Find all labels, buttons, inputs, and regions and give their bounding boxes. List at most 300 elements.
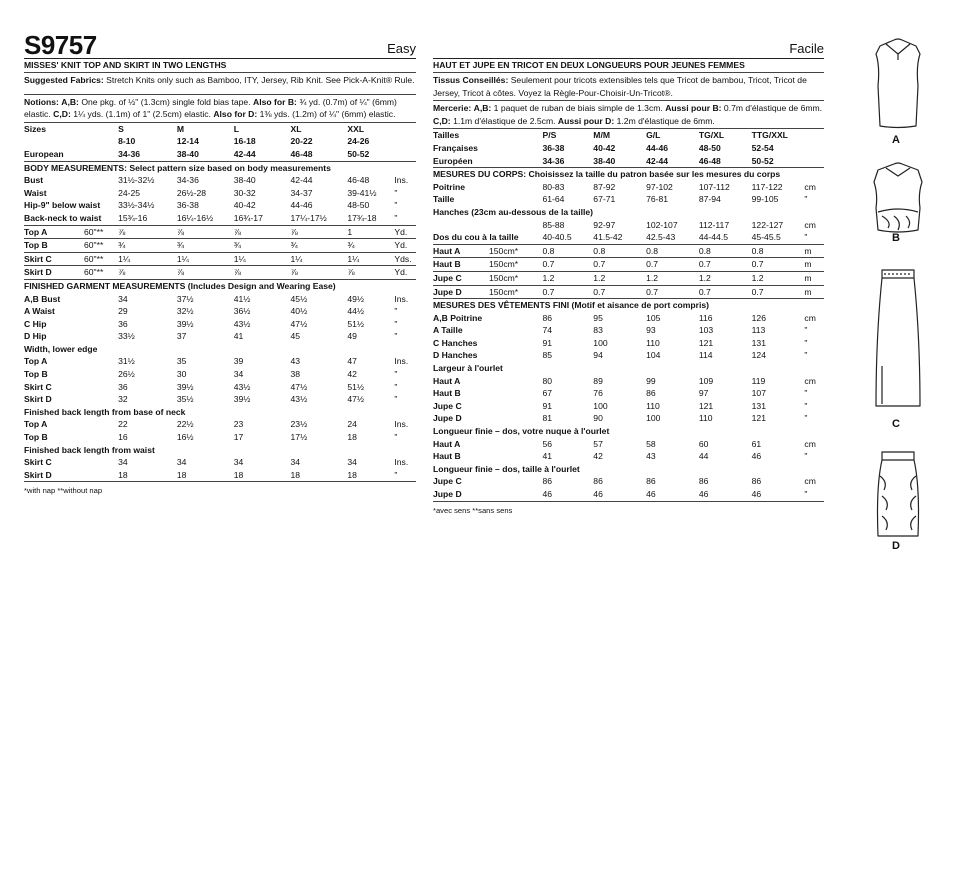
footnote: *avec sens **sans sens: [433, 505, 513, 515]
table-cell: XXL: [347, 123, 365, 134]
table-cell: Jupe D 150cm*: [433, 285, 542, 299]
table-cell: ": [804, 337, 808, 348]
table-cell: 103: [698, 325, 714, 336]
table-cell: 43: [646, 451, 656, 462]
table-cell: m: [804, 271, 824, 285]
table-cell: 48-50: [698, 142, 721, 153]
table-cell: Haut A: [433, 375, 461, 386]
table-cell: Yd.: [394, 266, 416, 280]
table-cell: 110: [698, 413, 713, 424]
table-cell: ": [394, 381, 398, 392]
table-row: [433, 312, 824, 325]
table-cell: 16¾-17: [234, 212, 291, 225]
table-cell: 39½: [176, 318, 194, 329]
table-cell: 105: [646, 312, 661, 323]
figure-label-d: D: [892, 540, 900, 552]
table-cell: 44-46: [646, 142, 669, 153]
table-cell: 61: [751, 438, 762, 449]
table-cell: 34: [233, 457, 244, 468]
table-cell: 1.2: [699, 271, 752, 285]
table-cell: 1¼: [177, 252, 234, 266]
measurement-table: [24, 123, 416, 483]
table-cell: 86: [646, 476, 656, 487]
table-row: [433, 206, 824, 219]
table-cell: 47½: [290, 318, 308, 329]
table-cell: A Waist: [24, 306, 55, 317]
table-cell: 107-112: [698, 181, 730, 192]
notions: Mercerie: A,B: 1 paquet de ruban de biais simple de 1.3cm. Aussi pour B: 0.7m d'élastique de 6mm. C,D: 1.1m d'élastique de 2.5cm. Aussi pour D: 1.2m d'élastique de 6mm.: [433, 103, 823, 126]
table-cell: 97: [698, 388, 709, 399]
table-row: [24, 135, 416, 148]
table-cell: Ins.: [394, 356, 409, 367]
table-cell: ": [394, 318, 398, 329]
table-row: [24, 469, 416, 482]
table-cell: 57: [593, 438, 603, 449]
table-cell: A Taille: [433, 325, 463, 336]
table-cell: Haut A 150cm*: [433, 244, 542, 258]
table-cell: 36: [118, 381, 128, 392]
table-row: [24, 174, 416, 187]
table-cell: 86: [542, 476, 553, 487]
table-cell: Skirt C: [24, 457, 52, 468]
table-cell: 97-102: [646, 181, 673, 192]
table-cell: 38: [290, 369, 301, 380]
table-cell: 74: [542, 325, 553, 336]
table-cell: 47½: [347, 394, 365, 405]
table-cell: 34-36: [176, 175, 199, 186]
table-cell: [394, 148, 416, 161]
table-cell: 23½: [290, 419, 308, 430]
table-cell: ⅞: [347, 266, 394, 280]
table-cell: 36-38: [542, 142, 565, 153]
table-cell: ": [804, 194, 808, 205]
table-cell: 17¾-18: [347, 212, 394, 225]
table-cell: ¾: [118, 239, 177, 253]
table-cell: ": [804, 325, 808, 336]
table-cell: 32: [118, 394, 128, 405]
table-cell: Jupe D: [433, 488, 542, 501]
table-cell: 43½: [233, 318, 251, 329]
table-cell: 22½: [176, 419, 194, 430]
table-cell: 18: [177, 469, 234, 482]
table-cell: 86: [646, 388, 656, 399]
table-cell: 46: [699, 488, 752, 501]
table-cell: 1.2: [593, 271, 646, 285]
table-cell: 26½-28: [176, 187, 207, 198]
table-cell: 45½: [290, 293, 308, 304]
table-row: [433, 324, 824, 337]
table-row: [433, 349, 824, 362]
table-cell: 48-50: [347, 200, 370, 211]
table-cell: 46: [752, 488, 805, 501]
table-cell: 41½: [233, 293, 251, 304]
table-cell: 121: [751, 413, 766, 424]
table-cell: ¾: [347, 239, 394, 253]
table-row: [433, 258, 824, 272]
table-cell: 31½-32½: [118, 175, 155, 186]
table-cell: Tailles: [433, 130, 460, 141]
table-cell: Sizes: [24, 123, 46, 134]
table-cell: 34: [233, 369, 244, 380]
table-cell: 42-44: [234, 148, 291, 161]
table-cell: ": [804, 388, 808, 399]
table-cell: 124: [751, 350, 766, 361]
table-cell: ": [804, 400, 808, 411]
table-cell: 18: [291, 469, 348, 482]
table-cell: 18: [234, 469, 291, 482]
table-cell: Jupe C 150cm*: [433, 271, 542, 285]
table-cell: 46: [646, 488, 699, 501]
table-cell: ": [394, 469, 416, 482]
table-cell: 17½: [290, 432, 308, 443]
table-row: [433, 412, 824, 425]
table-cell: cm: [804, 438, 816, 449]
table-cell: 0.8: [699, 244, 752, 258]
table-row: [433, 375, 824, 388]
table-cell: ⅞: [234, 225, 291, 239]
table-cell: ⅞: [118, 225, 177, 239]
table-cell: 37½: [176, 293, 194, 304]
table-cell: 1: [347, 225, 394, 239]
table-cell: 24: [347, 419, 357, 430]
table-cell: 51½: [347, 318, 365, 329]
table-cell: 87-94: [698, 194, 721, 205]
table-cell: 41: [542, 451, 553, 462]
table-cell: ⅞: [291, 266, 348, 280]
table-cell: 90: [593, 413, 603, 424]
garment-sketches: [842, 36, 954, 556]
table-cell: TG/XL: [698, 130, 725, 141]
table-cell: Haut B 150cm*: [433, 258, 542, 272]
figure-label-b: B: [892, 232, 900, 244]
table-cell: ": [804, 413, 808, 424]
difficulty-level: Easy: [387, 41, 416, 56]
top-b-sketch-icon: [874, 163, 922, 232]
table-cell: 110: [646, 400, 660, 411]
table-cell: 61-64: [542, 194, 565, 205]
table-cell: Waist: [24, 187, 47, 198]
table-cell: Jupe C: [433, 400, 462, 411]
table-cell: 0.7: [699, 258, 752, 272]
footnote: *with nap **without nap: [24, 486, 103, 496]
table-cell: Skirt D: [24, 394, 52, 405]
table-cell: [804, 129, 824, 142]
table-cell: 47: [347, 356, 357, 367]
table-cell: 80: [542, 375, 553, 386]
table-cell: 100: [646, 413, 661, 424]
french-column: [433, 32, 824, 515]
table-cell: [804, 142, 824, 155]
table-cell: Yd.: [394, 225, 416, 239]
table-cell: 0.7: [593, 258, 646, 272]
table-cell: 46: [593, 488, 646, 501]
table-cell: cm: [804, 181, 816, 192]
table-cell: 94: [593, 350, 603, 361]
table-row: [24, 381, 416, 394]
table-cell: Skirt D 60"**: [24, 266, 118, 280]
table-cell: ⅞: [177, 225, 234, 239]
table-cell: 34-36: [118, 148, 177, 161]
table-cell: 44-46: [290, 200, 313, 211]
table-cell: 42: [347, 369, 357, 380]
table-cell: Haut B: [433, 451, 461, 462]
table-cell: 30-32: [233, 187, 256, 198]
table-cell: ": [394, 187, 398, 198]
table-row: [433, 337, 824, 350]
table-cell: Bust: [24, 175, 44, 186]
table-row: [433, 450, 824, 463]
measurement-table: [433, 129, 824, 501]
table-cell: L: [233, 123, 239, 134]
table-cell: 47½: [290, 381, 308, 392]
table-row: [24, 199, 416, 212]
table-cell: 42-44: [646, 155, 699, 168]
table-cell: 76-81: [646, 194, 669, 205]
table-cell: Skirt D: [24, 469, 118, 482]
table-cell: 46: [751, 451, 762, 462]
notions: Notions: A,B: One pkg. of ½" (1.3cm) single fold bias tape. Also for B: ¾ yd. (0.7m) of ¼" (6mm) elastic. C,D: 1¼ yds. (1.1m) of 1" (2.5cm) elastic. Also for D: 1⅜ yds. (1.2m) of ¼" (6mm) elastic.: [24, 96, 397, 120]
table-cell: 34-36: [542, 155, 593, 168]
table-cell: 107: [751, 388, 766, 399]
table-cell: m: [804, 285, 824, 299]
table-row: [24, 393, 416, 406]
table-row: [24, 318, 416, 331]
figure-label-a: A: [892, 134, 900, 146]
table-cell: 95: [593, 312, 603, 323]
table-cell: 0.7: [593, 285, 646, 299]
table-cell: Taille: [433, 194, 455, 205]
table-cell: 16: [118, 432, 128, 443]
skirt-c-sketch-icon: [876, 270, 920, 406]
table-cell: 91: [542, 400, 553, 411]
table-cell: 30: [176, 369, 187, 380]
table-cell: 131: [751, 400, 766, 411]
table-cell: 0.8: [752, 244, 805, 258]
table-cell: 50-52: [347, 148, 394, 161]
table-cell: 67: [542, 388, 553, 399]
table-cell: 117-122: [751, 181, 783, 192]
table-cell: 131: [751, 337, 766, 348]
table-cell: Ins.: [394, 293, 409, 304]
table-row: [24, 456, 416, 469]
table-cell: Top B: [24, 369, 48, 380]
table-cell: C Hanches: [433, 337, 478, 348]
table-cell: Haut B: [433, 388, 461, 399]
table-cell: Skirt C: [24, 381, 52, 392]
table-cell: 99: [646, 375, 656, 386]
table-cell: 26½: [118, 369, 135, 380]
table-cell: 0.8: [542, 244, 593, 258]
table-cell: 34-37: [290, 187, 313, 198]
table-cell: 42.5-43: [646, 231, 699, 244]
table-cell: ": [394, 212, 416, 225]
table-cell: ": [804, 488, 824, 501]
table-cell: 0.7: [542, 285, 593, 299]
table-cell: 34: [118, 293, 128, 304]
table-cell: Dos du cou à la taille: [433, 231, 542, 244]
table-row: [24, 266, 416, 280]
table-cell: 39: [233, 356, 244, 367]
table-cell: 85: [542, 350, 553, 361]
table-cell: Finished back length from base of neck: [24, 406, 186, 417]
table-cell: 86: [751, 476, 762, 487]
table-cell: 38-40: [593, 155, 646, 168]
table-cell: 8-10: [118, 136, 136, 147]
table-cell: ⅞: [177, 266, 234, 280]
table-cell: 122-127: [751, 219, 784, 230]
table-cell: 104: [646, 350, 661, 361]
table-cell: 33½-34½: [118, 200, 155, 211]
table-cell: [804, 155, 824, 168]
table-row: [24, 239, 416, 253]
table-cell: D Hip: [24, 331, 47, 342]
table-row: [24, 368, 416, 381]
table-cell: 46-48: [347, 175, 370, 186]
section-title: BODY MEASUREMENTS: Select pattern size based on body measurements: [24, 162, 331, 173]
table-cell: 37: [176, 331, 187, 342]
table-cell: 49: [347, 331, 357, 342]
table-row: [433, 425, 824, 438]
table-row: [24, 293, 416, 306]
table-cell: Jupe C: [433, 476, 462, 487]
table-cell: 56: [542, 438, 553, 449]
table-cell: Skirt C 60"**: [24, 252, 118, 266]
table-cell: 46-48: [291, 148, 348, 161]
table-cell: 0.8: [593, 244, 646, 258]
table-cell: 91: [542, 337, 553, 348]
table-cell: D Hanches: [433, 350, 478, 361]
table-row: [433, 285, 824, 299]
table-cell: 34: [118, 457, 128, 468]
table-cell: 1¼: [118, 252, 177, 266]
table-cell: ": [394, 432, 398, 443]
table-cell: 87-92: [593, 181, 616, 192]
table-cell: S: [118, 123, 124, 134]
table-cell: 44: [698, 451, 709, 462]
table-cell: ": [394, 200, 398, 211]
table-row: [433, 244, 824, 258]
table-cell: Largeur à l'ourlet: [433, 363, 503, 374]
table-cell: 40-42: [593, 142, 616, 153]
table-cell: 67-71: [593, 194, 616, 205]
table-cell: 121: [698, 337, 714, 348]
table-cell: Ins.: [394, 457, 409, 468]
table-cell: P/S: [542, 130, 557, 141]
table-cell: 43: [290, 356, 301, 367]
table-cell: 0.7: [752, 285, 805, 299]
table-cell: 41.5-42: [593, 231, 646, 244]
table-cell: 35½: [176, 394, 194, 405]
table-row: [433, 463, 824, 476]
table-cell: 119: [751, 375, 766, 386]
table-cell: Width, lower edge: [24, 343, 98, 354]
section-title: FINISHED GARMENT MEASUREMENTS (Includes Design and Wearing Ease): [24, 280, 336, 291]
table-cell: 18: [347, 469, 394, 482]
suggested-fabrics: Suggested Fabrics: Stretch Knits only such as Bamboo, ITY, Jersey, Rib Knit. See Pick-A-Knit® Rule.: [24, 75, 415, 85]
table-cell: ¾: [234, 239, 291, 253]
table-row: [433, 142, 824, 155]
table-row: [433, 362, 824, 375]
table-row: [433, 219, 824, 232]
table-cell: 121: [698, 400, 714, 411]
table-row: [24, 252, 416, 266]
table-cell: 40½: [290, 306, 308, 317]
table-cell: 86: [593, 476, 603, 487]
table-cell: 50-52: [752, 155, 805, 168]
table-cell: 1¼: [347, 252, 394, 266]
table-cell: 51½: [347, 381, 365, 392]
table-row: [433, 193, 824, 206]
table-cell: 93: [646, 325, 656, 336]
table-cell: 44-44.5: [699, 231, 752, 244]
table-cell: 32½: [176, 306, 194, 317]
table-row: [24, 305, 416, 318]
table-row: [24, 406, 416, 419]
table-cell: 17: [233, 432, 244, 443]
table-cell: m: [804, 258, 824, 272]
table-cell: ": [804, 451, 808, 462]
table-row: [433, 475, 824, 488]
table-row: [433, 387, 824, 400]
table-cell: ": [394, 394, 398, 405]
table-cell: 60: [698, 438, 709, 449]
table-cell: European: [24, 148, 118, 161]
table-cell: 17¼-17½: [291, 212, 348, 225]
table-cell: Longueur finie – dos, votre nuque à l'ourlet: [433, 426, 610, 437]
table-cell: Jupe D: [433, 413, 462, 424]
table-cell: Top A 60"**: [24, 225, 118, 239]
table-row: [24, 225, 416, 239]
table-cell: 0.7: [752, 258, 805, 272]
table-cell: Françaises: [433, 142, 478, 153]
suggested-fabrics: Tissus Conseillés: Seulement pour tricots extensibles tels que Tricot de bambou, Tricot, Tricot de Jersey, Tricot à côtes. Voyez la Règle-Pour-Choisir-Un-Tricot®.: [433, 75, 807, 98]
table-cell: G/L: [646, 130, 661, 141]
table-cell: 46-48: [699, 155, 752, 168]
table-cell: Yds.: [394, 252, 416, 266]
table-cell: 15¾-16: [118, 212, 177, 225]
table-cell: 100: [593, 337, 608, 348]
table-cell: 42: [593, 451, 603, 462]
table-cell: cm: [804, 375, 816, 386]
table-cell: ⅞: [118, 266, 177, 280]
table-row: [24, 212, 416, 225]
table-cell: 35: [176, 356, 187, 367]
table-cell: 99-105: [751, 194, 779, 205]
table-cell: 36½: [233, 306, 251, 317]
section-title: MESURES DU CORPS: Choisissez la taille du patron basée sur les mesures du corps: [433, 169, 781, 180]
table-row: [433, 231, 824, 244]
table-cell: Hip-9" below waist: [24, 200, 101, 211]
table-cell: 38-40: [177, 148, 234, 161]
table-cell: 40-40.5: [542, 231, 593, 244]
difficulty-level: Facile: [789, 41, 824, 56]
table-cell: 39½: [233, 394, 251, 405]
table-row: [24, 343, 416, 356]
table-cell: m: [804, 244, 824, 258]
table-cell: ": [804, 231, 824, 244]
top-a-sketch-icon: [876, 39, 920, 128]
table-cell: 86: [698, 476, 709, 487]
table-row: [433, 400, 824, 413]
table-cell: cm: [804, 219, 816, 230]
table-cell: Ins.: [394, 175, 409, 186]
table-cell: 80-83: [542, 181, 565, 192]
table-row: [24, 418, 416, 431]
table-cell: 110: [646, 337, 660, 348]
table-cell: TTG/XXL: [751, 130, 788, 141]
table-row: [24, 355, 416, 368]
header: [24, 32, 416, 58]
